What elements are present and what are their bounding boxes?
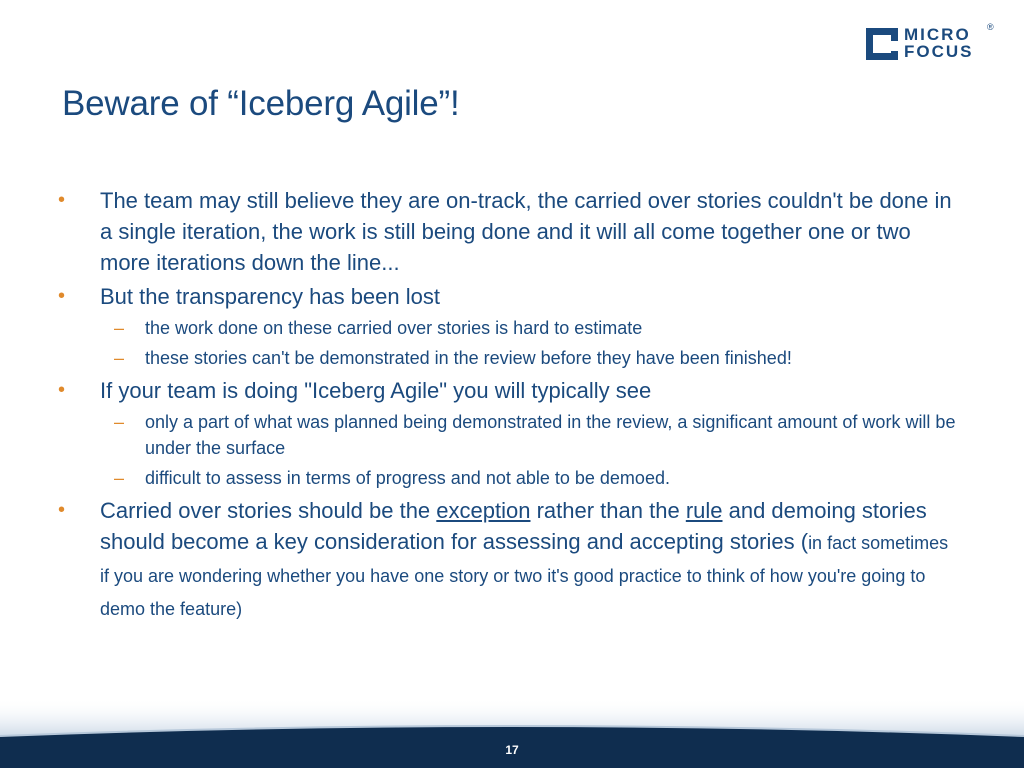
dash-icon: – [114, 348, 125, 368]
sub-bullet-3-1-text: only a part of what was planned being demonstrated in the review, a significant amount of work will be under the surface [145, 412, 956, 458]
footer-band [0, 698, 1024, 768]
bullet-icon: • [58, 189, 66, 211]
bullet-icon: • [58, 285, 66, 307]
bullet-icon: • [58, 379, 66, 401]
bullet-4-text [100, 498, 948, 620]
bullet-4 [58, 495, 958, 625]
registered-mark: ® [987, 22, 994, 32]
sub-bullet-3-1 [58, 409, 958, 461]
bullet-4-aside: in fact sometimes if you are wondering whether you have one story or two it's good practice to think of how you're going to demo the feature) [100, 533, 949, 619]
bullet-2-text: But the transparency has been lost [100, 284, 440, 309]
dash-icon: – [114, 468, 125, 488]
slide-body [58, 185, 958, 628]
bullet-1-text: The team may still believe they are on-track, the carried over stories couldn't be done in a single iteration, the work is still being done and it will all come together one or two more iterations down the line... [100, 188, 952, 275]
emphasis-rule: rule [685, 498, 723, 523]
bullet-icon: • [58, 499, 66, 521]
emphasis-exception: exception [436, 498, 531, 523]
sub-bullet-3-2 [58, 465, 958, 491]
dash-icon: – [114, 412, 125, 432]
sub-bullet-2-2-text: these stories can't be demonstrated in the review before they have been finished! [145, 348, 792, 368]
dash-icon: – [114, 318, 125, 338]
logo-line-2: FOCUS [904, 42, 974, 61]
logo-wordmark [904, 26, 974, 60]
bullet-3 [58, 375, 958, 406]
micro-focus-logo [866, 22, 996, 64]
bullet-3-text: If your team is doing "Iceberg Agile" you will typically see [100, 378, 652, 403]
logo-line-1: MICRO [904, 25, 971, 44]
logo-mark-icon [866, 28, 898, 60]
slide-title: Beware of “Iceberg Agile”! [62, 84, 460, 123]
footer-wave [0, 698, 1024, 768]
bullet-4-part-2: rather than the [530, 498, 686, 523]
sub-bullet-2-1-text: the work done on these carried over stories is hard to estimate [145, 318, 643, 338]
bullet-2 [58, 281, 958, 312]
sub-bullet-2-1 [58, 315, 958, 341]
sub-bullet-3-2-text: difficult to assess in terms of progress and not able to be demoed. [145, 468, 670, 488]
bullet-4-part-3: and demoing stories should become a key consideration for assessing and accepting stories ( [100, 498, 927, 554]
bullet-4-part-1: Carried over stories should be the [100, 498, 437, 523]
bullet-1 [58, 185, 958, 278]
page-number: 17 [505, 743, 519, 757]
sub-bullet-2-2 [58, 345, 958, 371]
